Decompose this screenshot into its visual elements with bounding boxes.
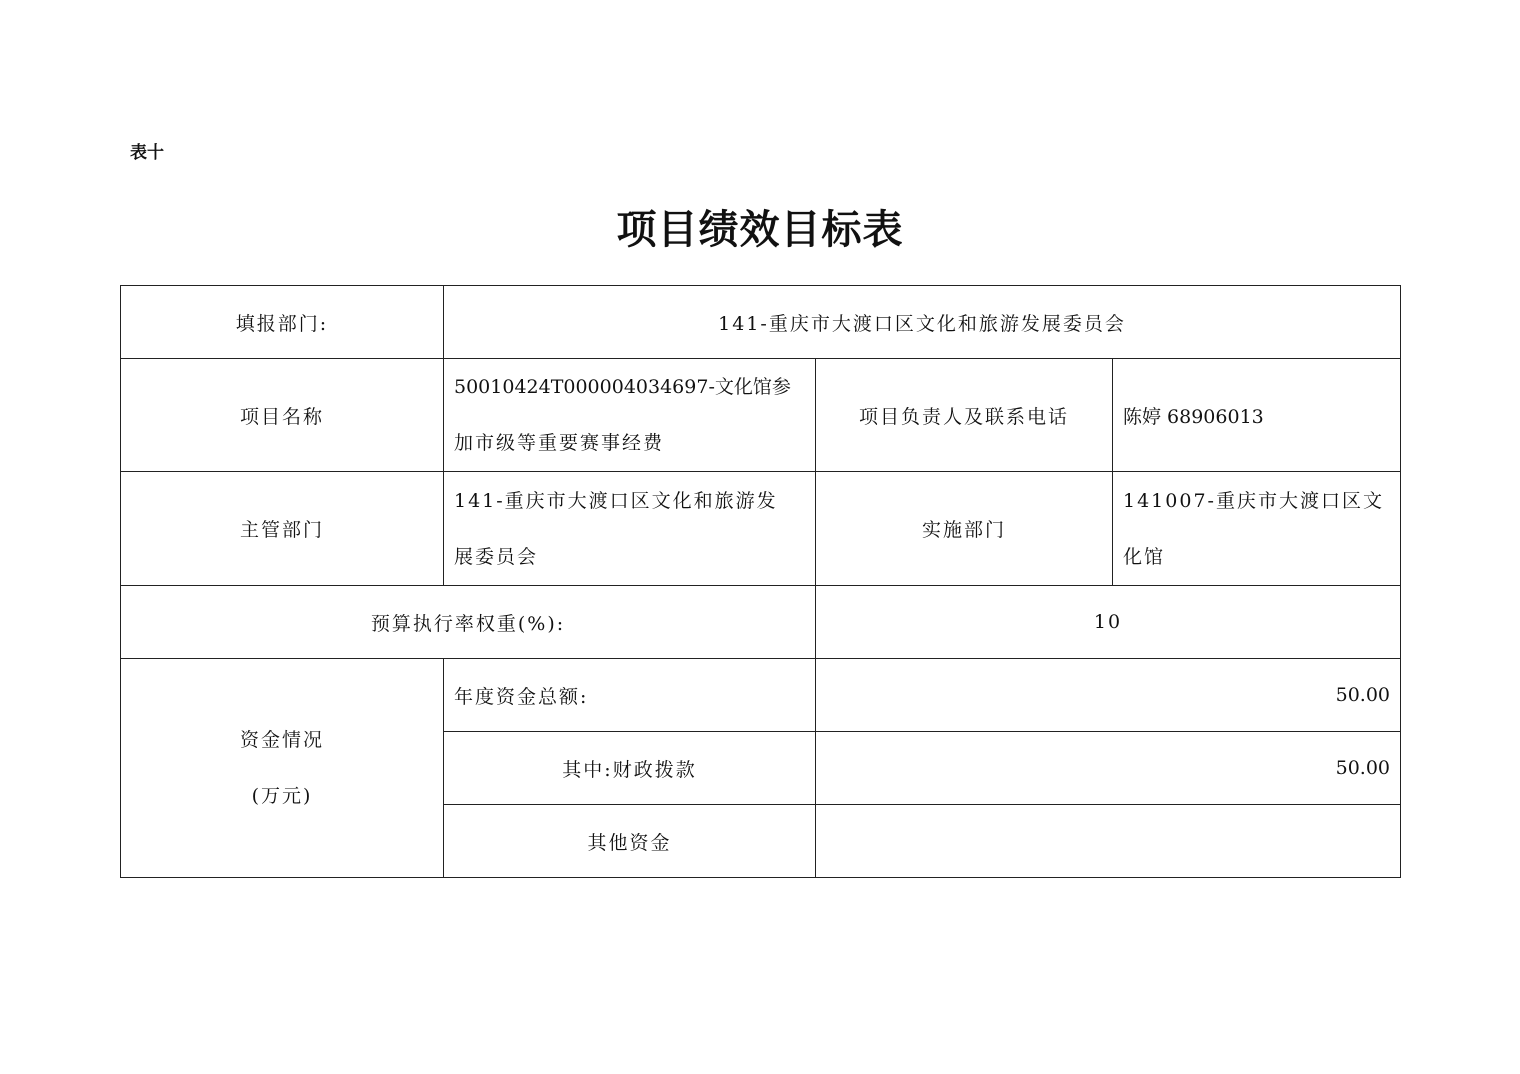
project-name-line-2: 加市级等重要赛事经费 [454,432,665,454]
impl-dept-label: 实施部门 [816,472,1113,586]
table-number-label: 表十 [130,143,164,163]
contact-value: 陈婷 68906013 [1113,359,1401,472]
supervisor-label: 主管部门 [121,472,444,586]
other-funds-label: 其他资金 [444,805,816,878]
table-row-annual-total [121,659,1401,732]
supervisor-line-1: 141-重庆市大渡口区文化和旅游发 [454,489,778,512]
other-funds-value [816,805,1401,878]
budget-weight-value: 10 [816,586,1401,659]
supervisor-line-2: 展委员会 [454,545,539,568]
impl-dept-line-2: 化馆 [1123,545,1166,568]
project-name-line-1: 50010424T000004034697-文化馆参 [454,376,791,398]
supervisor-value [444,472,816,586]
project-name-value [444,359,816,472]
table-row-project [121,359,1401,472]
performance-target-table [120,285,1401,878]
table-row-supervisor [121,472,1401,586]
dept-value: 141-重庆市大渡口区文化和旅游发展委员会 [444,286,1401,359]
fiscal-allocation-label: 其中:财政拨款 [444,732,816,805]
impl-dept-value [1113,472,1401,586]
table-row-dept [121,286,1401,359]
funds-label [121,659,444,878]
table-row-budget-weight [121,586,1401,659]
contact-label: 项目负责人及联系电话 [816,359,1113,472]
budget-weight-label: 预算执行率权重(%): [121,586,816,659]
annual-total-label: 年度资金总额: [444,659,816,732]
annual-total-value: 50.00 [816,659,1401,732]
funds-label-line-1: 资金情况 [239,729,324,751]
fiscal-allocation-value: 50.00 [816,732,1401,805]
page-title: 项目绩效目标表 [616,206,904,253]
dept-label: 填报部门: [121,286,444,359]
funds-label-line-2: (万元) [251,785,313,807]
project-name-label: 项目名称 [121,359,444,472]
impl-dept-line-1: 141007-重庆市大渡口区文 [1123,489,1384,512]
